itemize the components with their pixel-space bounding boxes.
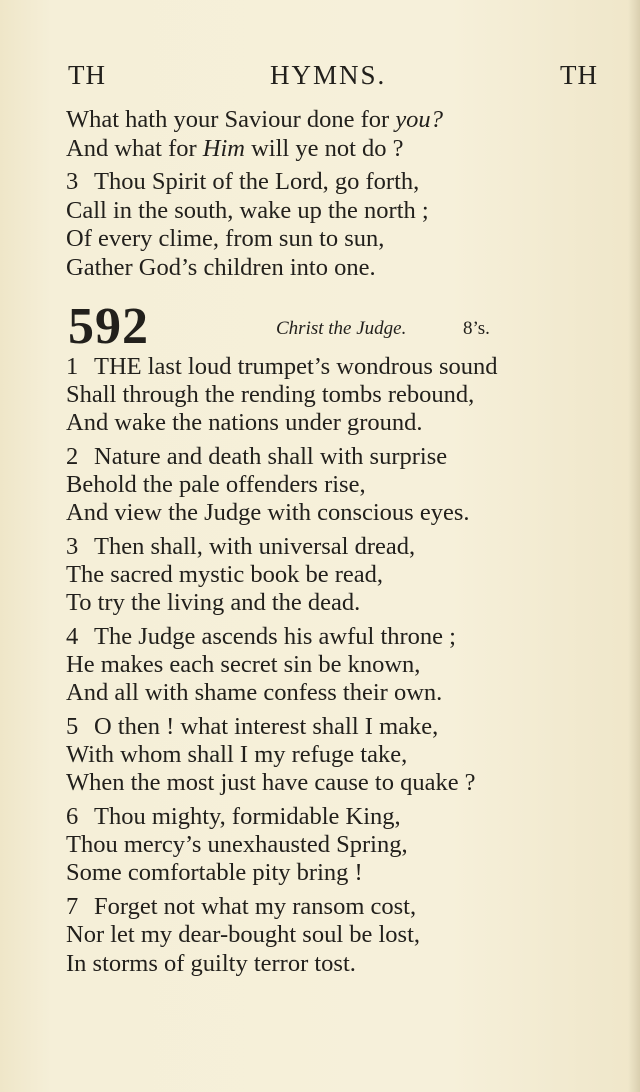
page-edge-shadow	[628, 0, 640, 1092]
stanza-number: 4	[66, 623, 79, 650]
prev-line-2	[66, 135, 404, 163]
stanza-number: 7	[66, 893, 79, 920]
prev-line-2-text: And what for	[66, 135, 203, 162]
stanza-6-line-3: Some comfortable pity bring !	[66, 859, 363, 886]
stanza-4-line-3: And all with shame confess their own.	[66, 679, 443, 706]
prev-line-1-end: ?	[430, 106, 443, 133]
stanza-4-line-1	[66, 623, 456, 651]
stanza-number: 5	[66, 713, 79, 740]
hymn-number: 592	[68, 298, 149, 355]
prev-stanza3-line-4: Gather God’s children into one.	[66, 254, 376, 281]
prev-line-1-text: What hath your Saviour done for	[66, 106, 396, 133]
prev-line-2-end: will ye not do ?	[244, 135, 404, 162]
stanza-4-line-2: He makes each secret sin be known,	[66, 651, 421, 678]
verse-line: Nature and death shall with surprise	[94, 443, 448, 470]
stanza-number: 3	[66, 533, 79, 560]
prev-stanza3-line-2: Call in the south, wake up the north ;	[66, 197, 429, 224]
prev-stanza3-line-1	[66, 168, 419, 196]
stanza-1-line-1	[66, 353, 498, 381]
stanza-5-line-2: With whom shall I my refuge take,	[66, 741, 408, 768]
prev-stanza3-line-3: Of every clime, from sun to sun,	[66, 225, 385, 252]
verse-line: Then shall, with universal dread,	[94, 533, 416, 560]
stanza-7-line-1	[66, 893, 416, 921]
verse-line: Thou mighty, formidable King,	[94, 803, 401, 830]
stanza-1-line-3: And wake the nations under ground.	[66, 409, 423, 436]
stanza-5-line-3: When the most just have cause to quake ?	[66, 769, 476, 796]
running-head-right: TH	[560, 60, 598, 90]
stanza-5-line-1	[66, 713, 438, 741]
stanza-number: 3	[66, 168, 79, 195]
stanza-1-line-2: Shall through the rending tombs rebound,	[66, 381, 475, 408]
stanza-number: 2	[66, 443, 79, 470]
stanza-2-line-2: Behold the pale offenders rise,	[66, 471, 366, 498]
running-head-left: TH	[68, 60, 106, 90]
prev-line-1-emphasis: you	[395, 106, 431, 133]
hymn-title: Christ the Judge.	[276, 318, 407, 339]
stanza-2-line-3: And view the Judge with conscious eyes.	[66, 499, 470, 526]
stanza-2-line-1	[66, 443, 447, 471]
prev-line-1	[66, 106, 443, 134]
running-head-title: HYMNS.	[270, 60, 387, 90]
stanza-number: 1	[66, 353, 79, 380]
verse-line: THE last loud trumpet’s wondrous sound	[94, 353, 498, 380]
verse-line: The Judge ascends his awful throne ;	[94, 623, 456, 650]
stanza-number: 6	[66, 803, 79, 830]
verse-line: O then ! what interest shall I make,	[94, 713, 439, 740]
hymn-meter: 8’s.	[463, 318, 490, 339]
stanza-6-line-2: Thou mercy’s unexhausted Spring,	[66, 831, 408, 858]
verse-line: Forget not what my ransom cost,	[94, 893, 417, 920]
stanza-3-line-1	[66, 533, 415, 561]
stanza-3-line-2: The sacred mystic book be read,	[66, 561, 384, 588]
stanza-3-line-3: To try the living and the dead.	[66, 589, 361, 616]
prev-line-2-emphasis: Him	[202, 135, 245, 162]
stanza-7-line-2: Nor let my dear-bought soul be lost,	[66, 921, 421, 948]
stanza-6-line-1	[66, 803, 401, 831]
stanza-7-line-3: In storms of guilty terror tost.	[66, 950, 356, 977]
verse-line: Thou Spirit of the Lord, go forth,	[94, 168, 420, 195]
